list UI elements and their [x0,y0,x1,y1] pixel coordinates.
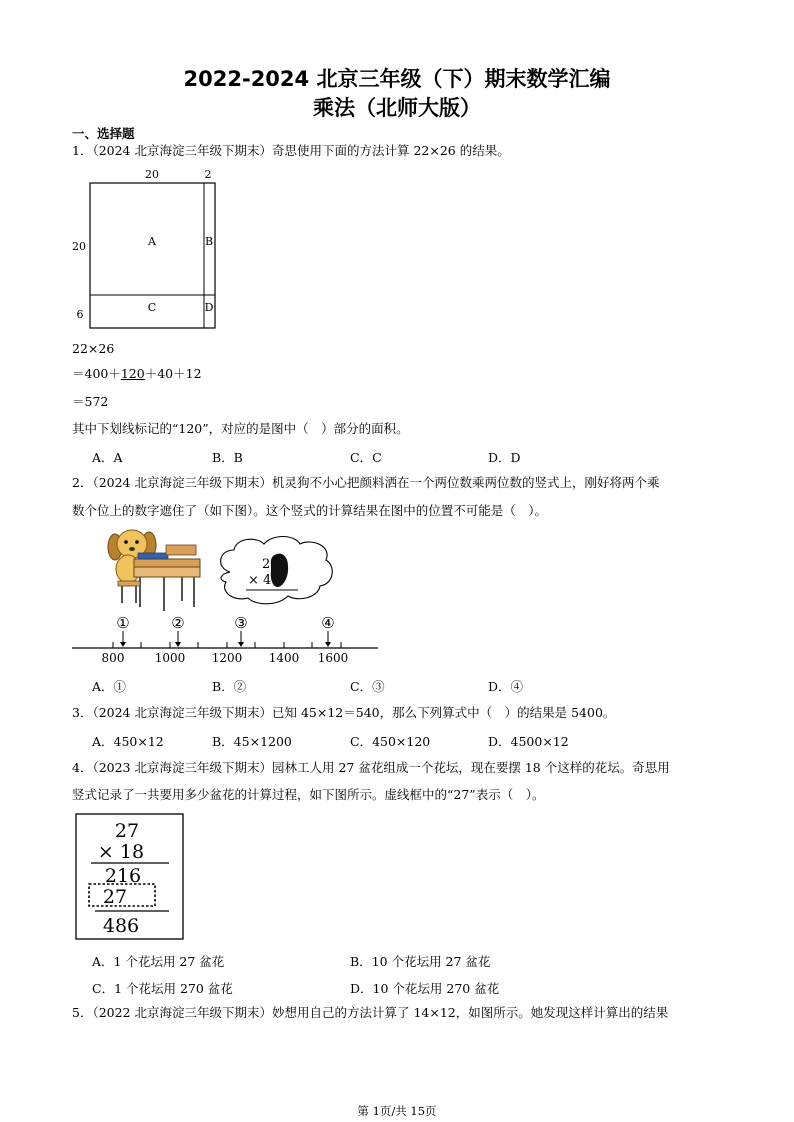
work-row5: 486 [102,915,140,937]
q2-option-c[interactable]: C．③ [350,679,385,694]
region-a-label: A [148,235,156,248]
top-label-20: 20 [145,168,159,181]
page-footer: 第 1页/共 15页 [357,1104,437,1118]
tick-label-1200: 1200 [211,651,243,665]
tick-label-1400: 1400 [268,651,300,665]
top-label-2: 2 [204,168,212,181]
section-heading: 一、选择题 [72,126,135,141]
q1-option-b[interactable]: B．B [212,450,243,465]
cloud-bottom-expression: × 4 [248,573,272,588]
q2-option-a[interactable]: A．① [92,679,127,694]
marker-2: ② [171,614,185,632]
cloud-top-digit: 2 [262,557,271,572]
region-d-label: D [204,301,214,314]
question-4-stem-line2: 竖式记录了一共要用多少盆花的计算过程，如下图所示。虚线框中的“27”表示（ ）。 [72,787,545,802]
marker-1: ① [116,614,130,632]
thought-cloud-figure [212,532,338,612]
q3-option-b[interactable]: B．45×1200 [212,734,292,749]
q1-calc-line2-prefix: ＝400＋ [72,366,121,381]
q4-option-d[interactable]: D．10 个花坛用 270 盆花 [350,981,500,996]
q2-number-line [70,612,380,668]
question-2-stem-line1: 2．（2024 北京海淀三年级下期末）机灵狗不小心把颜料洒在一个两位数乘两位数的竖式上，刚好将两个乘 [72,475,660,490]
left-label-20: 20 [72,240,86,253]
q1-calc-line2-suffix: ＋40＋12 [144,366,202,381]
left-label-6: 6 [76,308,84,321]
q1-option-c[interactable]: C．C [350,450,382,465]
q3-option-a[interactable]: A．450×12 [92,734,164,749]
q1-calc-line3: ＝572 [72,394,109,409]
region-c-label: C [147,301,157,314]
question-1-stem: 1．（2024 北京海淀三年级下期末）奇思使用下面的方法计算 22×26 的结果。 [72,143,510,158]
question-2-stem-line2: 数个位上的数字遮住了（如下图）。这个竖式的计算结果在图中的位置不可能是（ ）。 [72,503,548,518]
question-4-stem-line1: 4．（2023 北京海淀三年级下期末）园林工人用 27 盆花组成一个花坛，现在要摆 18 个这样的花坛。奇思用 [72,760,670,775]
q4-handwritten-calculation [75,813,185,941]
tick-label-1000: 1000 [154,651,186,665]
q1-option-d[interactable]: D．D [488,450,521,465]
q2-option-b[interactable]: B．② [212,679,247,694]
q4-option-b[interactable]: B．10 个花坛用 27 盆花 [350,954,491,969]
q4-option-c[interactable]: C．1 个花坛用 270 盆花 [92,981,233,996]
work-row4: 27 [102,886,128,908]
q1-option-a[interactable]: A．A [92,450,123,465]
q1-area-model-figure [68,163,228,333]
question-5-stem-line1: 5．（2022 北京海淀三年级下期末）妙想用自己的方法计算了 14×12，如图所示。她发现这样计算出的结果 [72,1005,669,1020]
q3-option-d[interactable]: D．4500×12 [488,734,569,749]
region-b-label: B [204,235,214,248]
document-title-line1: 2022-2024 北京三年级（下）期末数学汇编 [183,67,611,91]
tick-label-800: 800 [101,651,125,665]
question-3-stem: 3．（2024 北京海淀三年级下期末）已知 45×12＝540，那么下列算式中（ ）的结果是 5400。 [72,705,616,720]
dog-at-desk-illustration [104,525,214,613]
marker-4: ④ [321,614,335,632]
q3-option-c[interactable]: C．450×120 [350,734,431,749]
q1-calc-line1: 22×26 [72,341,115,356]
q1-question: 其中下划线标记的“120”，对应的是图中（ ）部分的面积。 [72,421,409,436]
tick-label-1600: 1600 [317,651,349,665]
q2-option-d[interactable]: D．④ [488,679,524,694]
document-title-line2: 乘法（北师大版） [313,96,481,120]
work-row3: 216 [104,865,142,887]
q4-option-a[interactable]: A．1 个花坛用 27 盆花 [92,954,225,969]
q1-underlined-120: 120 [120,366,145,381]
work-row2: × 18 [97,841,145,863]
work-row1: 27 [114,820,140,842]
q1-calc-line2 [72,366,202,382]
marker-3: ③ [234,614,248,632]
